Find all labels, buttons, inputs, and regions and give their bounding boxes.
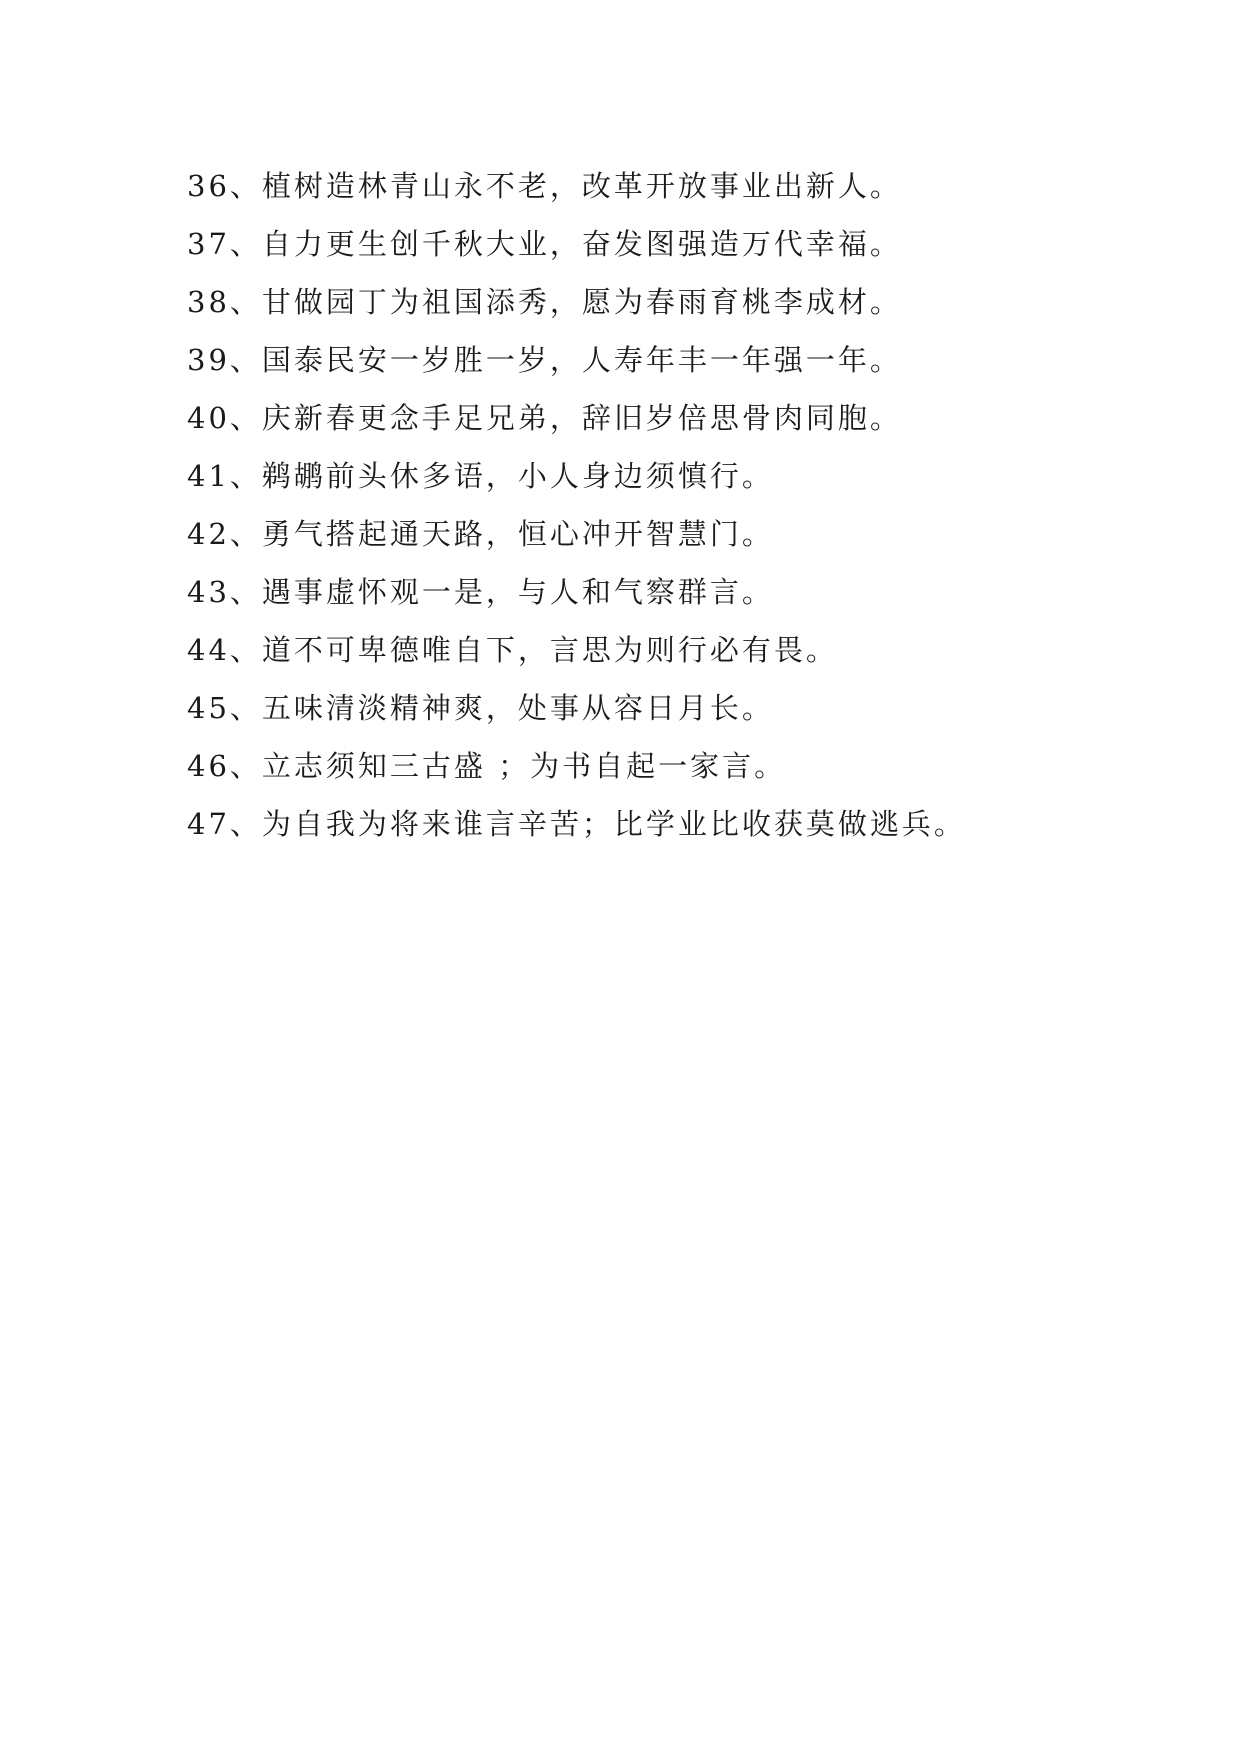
couplet-line: 45、五味清淡精神爽，处事从容日月长。 (187, 691, 774, 725)
couplet-line: 46、立志须知三古盛 ；为书自起一家言。 (187, 749, 787, 783)
couplet-line: 42、勇气搭起通天路，恒心冲开智慧门。 (187, 517, 774, 551)
couplet-line: 39、国泰民安一岁胜一岁，人寿年丰一年强一年。 (187, 343, 902, 377)
couplet-line: 38、甘做园丁为祖国添秀，愿为春雨育桃李成材。 (187, 285, 902, 319)
couplet-line: 37、自力更生创千秋大业，奋发图强造万代幸福。 (187, 227, 902, 261)
couplet-line: 44、道不可卑德唯自下，言思为则行必有畏。 (187, 633, 838, 667)
couplet-line: 47、为自我为将来谁言辛苦；比学业比收获莫做逃兵。 (187, 807, 966, 841)
couplet-line: 40、庆新春更念手足兄弟，辞旧岁倍思骨肉同胞。 (187, 401, 902, 435)
couplet-line: 43、遇事虚怀观一是，与人和气察群言。 (187, 575, 774, 609)
couplet-line: 41、鹈鹕前头休多语，小人身边须慎行。 (187, 459, 774, 493)
couplet-line: 36、植树造林青山永不老，改革开放事业出新人。 (187, 169, 902, 203)
couplet-list (187, 157, 1087, 853)
